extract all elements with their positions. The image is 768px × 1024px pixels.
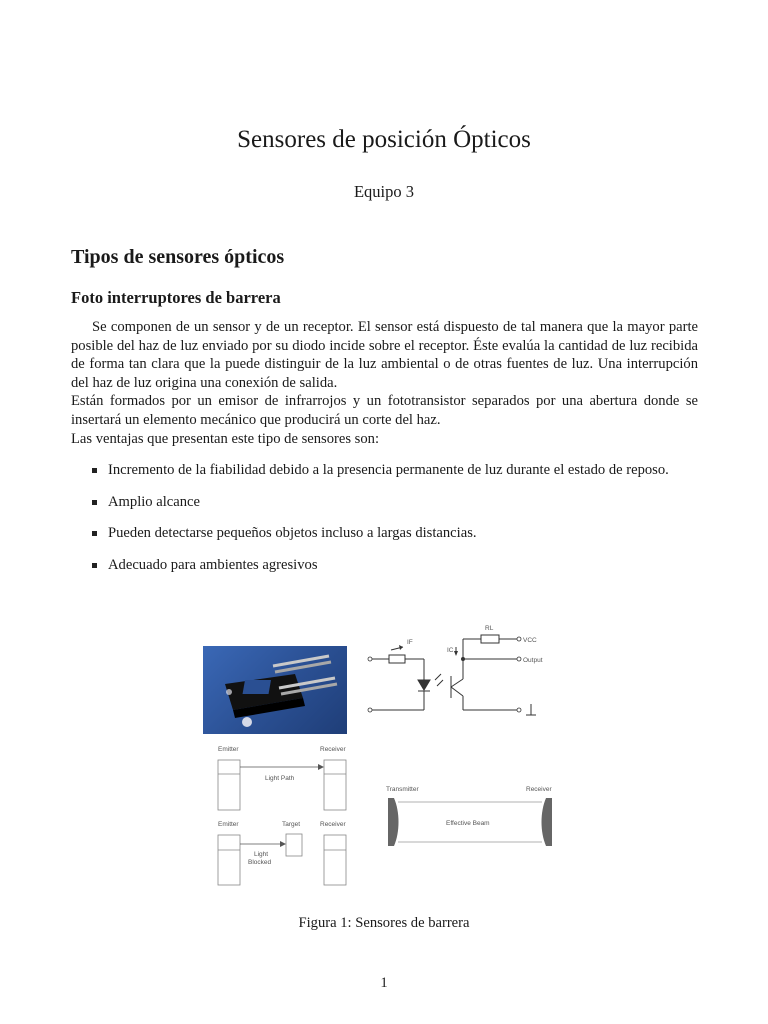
section-heading: Tipos de sensores ópticos — [71, 246, 285, 268]
barrier-diagram — [210, 738, 350, 888]
bullet-icon — [92, 500, 97, 505]
photointerrupter-image — [203, 646, 347, 734]
label-if: IF — [407, 639, 413, 646]
sensor-photo — [203, 646, 347, 734]
label-receiver: Receiver — [526, 786, 552, 793]
list-item — [92, 461, 698, 480]
label-emitter: Emitter — [218, 746, 239, 753]
label-output: Output — [523, 657, 543, 664]
document-title: Sensores de posición Ópticos — [237, 126, 531, 153]
list-item — [92, 524, 698, 543]
label-light-path: Light Path — [265, 775, 295, 782]
label-receiver: Receiver — [320, 821, 346, 828]
advantages-list — [92, 461, 698, 587]
effective-beam-diagram — [382, 780, 558, 856]
body-text — [71, 318, 698, 448]
list-item-text: Incremento de la fiabilidad debido a la presencia permanente de luz durante el estado de reposo. — [108, 462, 669, 478]
label-emitter: Emitter — [218, 821, 239, 828]
circuit-schematic — [365, 614, 560, 724]
label-effective-beam: Effective Beam — [446, 820, 490, 827]
list-item-text: Amplio alcance — [108, 493, 200, 510]
label-receiver: Receiver — [320, 746, 346, 753]
bullet-icon — [92, 563, 97, 568]
list-item — [92, 556, 698, 575]
paragraph: Están formados por un emisor de infrarrojos y un fototransistor separados por una abertura donde se insertará un elemento mecánico que producirá un corte del haz. — [71, 393, 698, 428]
paragraph: Las ventajas que presentan este tipo de sensores son: — [71, 430, 380, 447]
label-rl: RL — [485, 625, 494, 632]
paragraph: Se componen de un sensor y de un receptor. El sensor está dispuesto de tal manera que la mayor parte posible del haz de luz enviado por su diodo incide sobre el receptor. Éste evalúa la cantidad de luz recibida de forma tan clara que la puede distinguir de la luz ambiental o de otras fuentes de luz. Una interrupción del haz de luz origina una conexión de salida. — [71, 319, 698, 391]
label-transmitter: Transmitter — [386, 786, 419, 793]
label-ic: IC — [447, 647, 454, 654]
bullet-icon — [92, 531, 97, 536]
list-item-text: Adecuado para ambientes agresivos — [108, 556, 318, 573]
list-item-text: Pueden detectarse pequeños objetos incluso a largas distancias. — [108, 525, 477, 542]
figure-sensors — [200, 614, 560, 894]
label-vcc: VCC — [523, 637, 537, 644]
subsection-heading: Foto interruptores de barrera — [71, 288, 281, 307]
list-item — [92, 493, 698, 512]
label-blocked: Blocked — [248, 859, 272, 866]
label-target: Target — [282, 821, 301, 828]
document-author: Equipo 3 — [353, 182, 415, 201]
page-number: 1 — [380, 975, 388, 991]
figure-caption: Figura 1: Sensores de barrera — [298, 915, 470, 931]
bullet-icon — [92, 468, 97, 473]
label-light: Light — [254, 851, 269, 858]
